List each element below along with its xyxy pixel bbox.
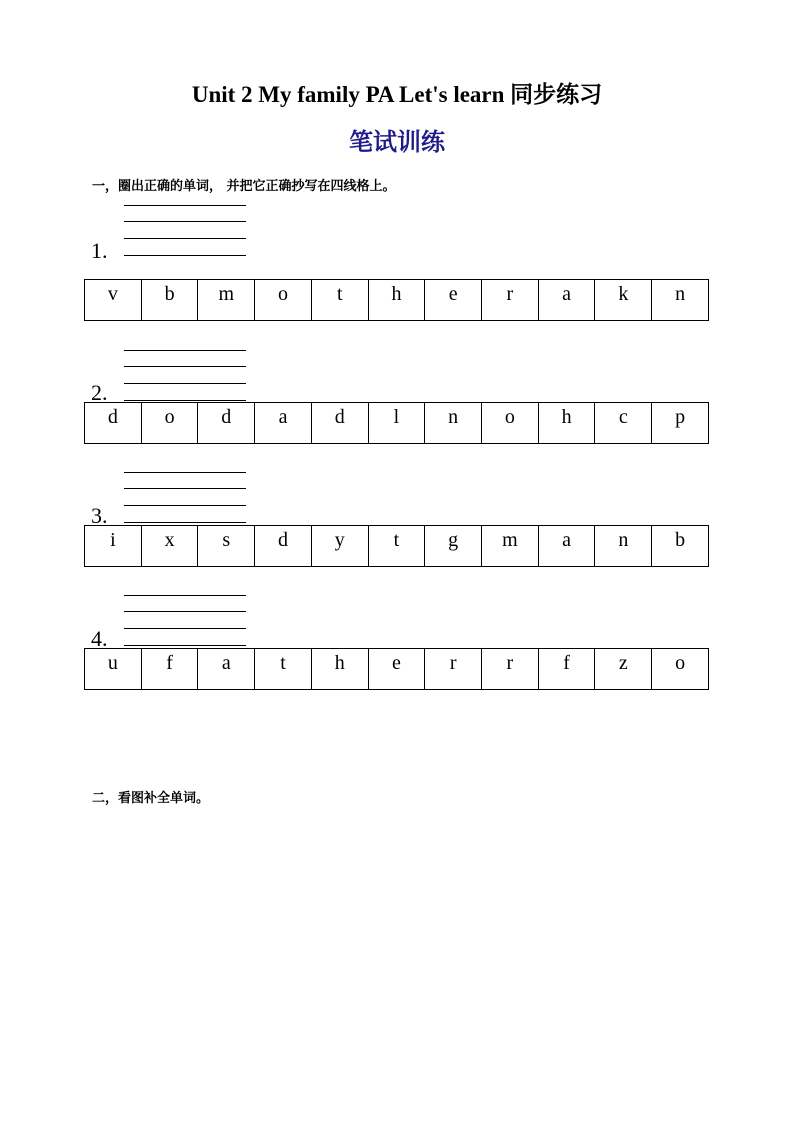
question-number-3: 3. xyxy=(91,503,108,528)
letter-grid-1 xyxy=(84,279,709,321)
letter-cell[interactable]: n xyxy=(425,403,482,444)
letter-cell[interactable]: r xyxy=(482,649,539,690)
letter-cell[interactable]: u xyxy=(85,649,142,690)
letter-cell[interactable]: i xyxy=(85,526,142,567)
letter-cell[interactable]: a xyxy=(538,280,595,321)
letter-cell[interactable]: o xyxy=(141,403,198,444)
letter-cell[interactable]: o xyxy=(652,649,709,690)
letter-cell[interactable]: n xyxy=(652,280,709,321)
letter-grid-2 xyxy=(84,402,709,444)
letter-cell[interactable]: a xyxy=(538,526,595,567)
letter-cell[interactable]: x xyxy=(141,526,198,567)
letter-cell[interactable]: o xyxy=(482,403,539,444)
letter-cell[interactable]: b xyxy=(141,280,198,321)
four-line-grid-1[interactable] xyxy=(124,205,246,257)
letter-cell[interactable]: b xyxy=(652,526,709,567)
letter-cell[interactable]: n xyxy=(595,526,652,567)
letter-cell[interactable]: e xyxy=(425,280,482,321)
letter-cell[interactable]: o xyxy=(255,280,312,321)
four-line-grid-3[interactable] xyxy=(124,472,246,524)
letter-cell[interactable]: z xyxy=(595,649,652,690)
four-line-grid-2[interactable] xyxy=(124,350,246,402)
letter-cell[interactable]: r xyxy=(482,280,539,321)
letter-cell[interactable]: d xyxy=(198,403,255,444)
letter-cell[interactable]: y xyxy=(311,526,368,567)
question-number-4: 4. xyxy=(91,626,108,651)
letter-cell[interactable]: d xyxy=(255,526,312,567)
four-line-grid-4[interactable] xyxy=(124,595,246,647)
letter-cell[interactable]: t xyxy=(368,526,425,567)
letter-cell[interactable]: d xyxy=(311,403,368,444)
question-number-2: 2. xyxy=(91,380,108,405)
letter-cell[interactable]: a xyxy=(255,403,312,444)
page-subtitle: 笔试训练 xyxy=(349,128,445,156)
page-title: Unit 2 My family PA Let's learn 同步练习 xyxy=(191,82,603,107)
letter-grid-4 xyxy=(84,648,709,690)
letter-cell[interactable]: d xyxy=(85,403,142,444)
letter-cell[interactable]: g xyxy=(425,526,482,567)
letter-cell[interactable]: h xyxy=(538,403,595,444)
letter-cell[interactable]: l xyxy=(368,403,425,444)
question-number-1: 1. xyxy=(91,238,108,263)
letter-grid-3 xyxy=(84,525,709,567)
letter-cell[interactable]: m xyxy=(198,280,255,321)
letter-cell[interactable]: v xyxy=(85,280,142,321)
letter-cell[interactable]: h xyxy=(368,280,425,321)
letter-cell[interactable]: t xyxy=(311,280,368,321)
letter-cell[interactable]: e xyxy=(368,649,425,690)
letter-cell[interactable]: r xyxy=(425,649,482,690)
letter-cell[interactable]: t xyxy=(255,649,312,690)
letter-cell[interactable]: h xyxy=(311,649,368,690)
letter-cell[interactable]: a xyxy=(198,649,255,690)
letter-cell[interactable]: s xyxy=(198,526,255,567)
section-2-heading: 二，看图补全单词。 xyxy=(92,791,210,806)
letter-cell[interactable]: k xyxy=(595,280,652,321)
letter-cell[interactable]: p xyxy=(652,403,709,444)
letter-cell[interactable]: f xyxy=(538,649,595,690)
letter-cell[interactable]: f xyxy=(141,649,198,690)
section-1-heading: 一，圈出正确的单词， 并把它正确抄写在四线格上。 xyxy=(92,179,396,194)
letter-cell[interactable]: c xyxy=(595,403,652,444)
letter-cell[interactable]: m xyxy=(482,526,539,567)
